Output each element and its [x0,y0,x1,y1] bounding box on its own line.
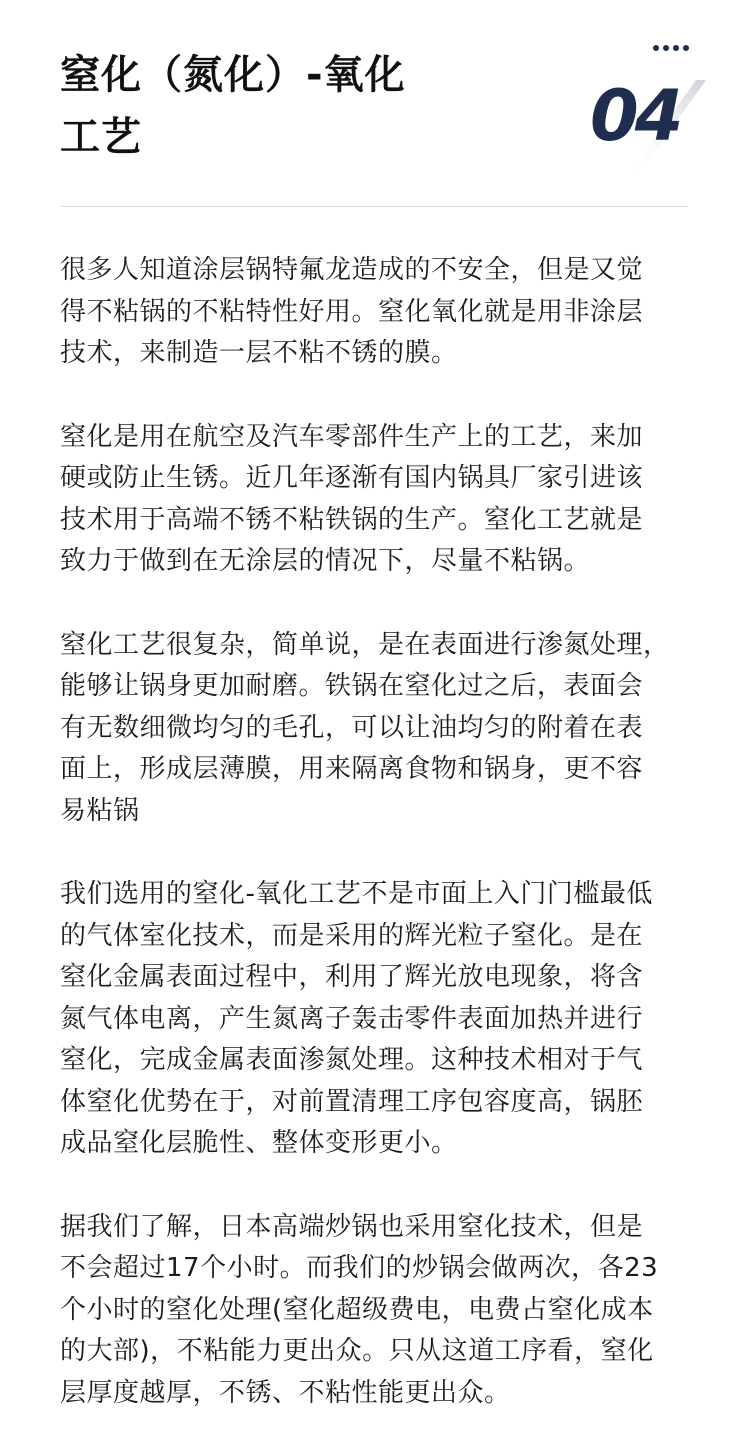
dot [663,45,669,51]
paragraph-3 [60,625,692,833]
paragraph-2 [60,417,692,583]
paragraph-line: 窒化金属表面过程中，利用了辉光放电现象，将含 [60,962,644,992]
paragraph-line: 个小时的窒化处理(窒化超级费电，电费占窒化成本 [60,1294,654,1325]
paragraph-line: 有无数细微均匀的毛孔，可以让油均匀的附着在表 [60,712,644,743]
dot [673,45,679,51]
paragraph-line: 窒化工艺很复杂，简单说，是在表面进行渗氮处理， [60,629,670,660]
section-header [0,0,750,207]
more-dots-icon [653,45,689,53]
paragraph-line: 硬或防止生锈。近几年逐渐有国内锅具厂家引进该 [60,463,644,493]
paragraph-line: 氮气体电离，产生氮离子轰击零件表面加热并进行 [60,1003,644,1034]
paragraph-line: 窒化，完成金属表面渗氮处理。这种技术相对于气 [60,1045,644,1075]
paragraph-line: 致力于做到在无涂层的情况下，尽量不粘锅。 [60,546,591,576]
paragraph-line: 成品窒化层脆性、整体变形更小。 [60,1128,458,1158]
section-number: 04 [590,75,680,157]
header-divider [60,206,688,207]
paragraph-line: 能够让锅身更加耐磨。铁锅在窒化过之后，表面会 [60,671,644,701]
paragraph-4 [60,874,692,1165]
dot [653,45,659,51]
paragraph-line: 得不粘锅的不粘特性好用。窒化氧化就是用非涂层 [60,296,644,327]
paragraph-1 [60,250,692,375]
paragraph-line: 窒化是用在航空及汽车零部件生产上的工艺，来加 [60,421,644,452]
section-title [60,44,480,168]
paragraph-line: 我们选用的窒化-氧化工艺不是市面上入门门槛最低 [60,879,653,909]
paragraph-line: 层厚度越厚，不锈、不粘性能更出众。 [60,1377,511,1408]
paragraph-line: 体窒化优势在于，对前置清理工序包容度高，锅胚 [60,1086,644,1117]
section-title-line-2: 工艺 [60,114,142,160]
paragraph-line: 面上，形成层薄膜，用来隔离食物和锅身，更不容 [60,754,644,784]
paragraph-line: 易粘锅 [60,795,140,826]
paragraph-line: 的气体室化技术，而是采用的辉光粒子窒化。是在 [60,920,644,951]
section-title-line-1: 窒化（氮化）-氧化 [60,52,406,98]
article-body [60,250,692,1456]
paragraph-line: 很多人知道涂层锅特氟龙造成的不安全，但是又觉 [60,255,644,285]
paragraph-line: 技术，来制造一层不粘不锈的膜。 [60,338,458,368]
paragraph-5 [60,1207,692,1415]
paragraph-line: 据我们了解，日本高端炒锅也采用窒化技术，但是 [60,1211,644,1242]
paragraph-line: 不会超过17个小时。而我们的炒锅会做两次，各23 [60,1253,659,1283]
paragraph-line: 技术用于高端不锈不粘铁锅的生产。窒化工艺就是 [60,504,644,535]
dot [683,45,689,51]
paragraph-line: 的大部)，不粘能力更出众。只从这道工序看，窒化 [60,1336,654,1366]
